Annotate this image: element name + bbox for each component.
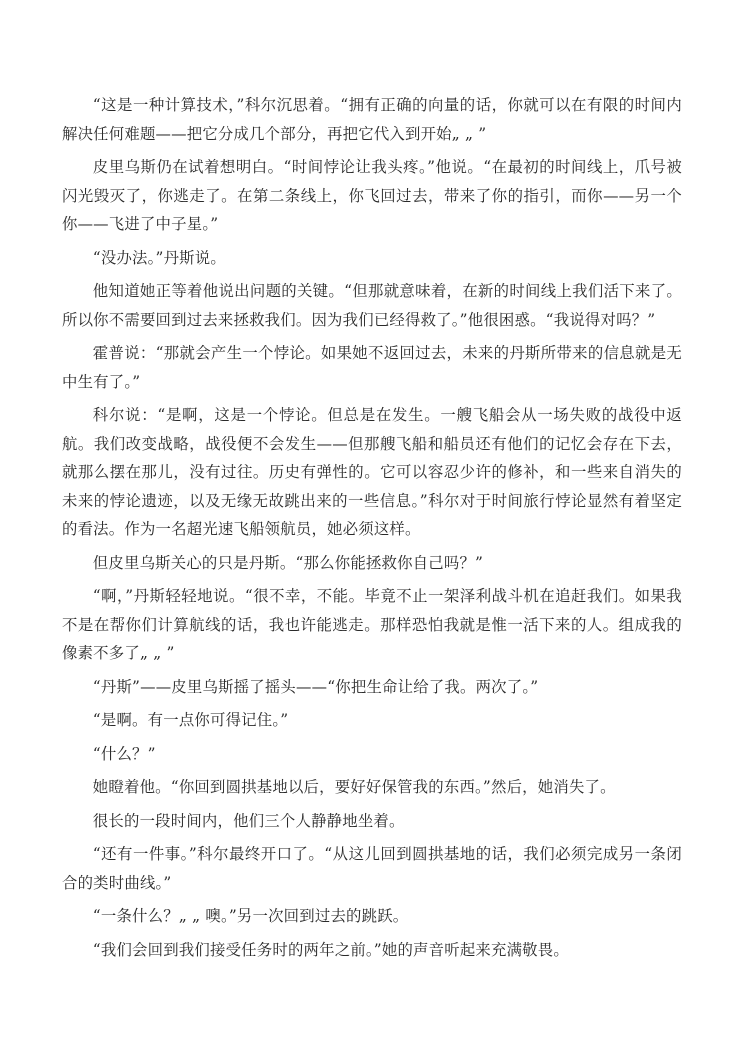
paragraph: 很长的一段时间内，他们三个人静静地坐着。 xyxy=(92,811,405,830)
paragraph: “还有一件事。”科尔最终开口了。“从这儿回到圆拱基地的话，我们必须完成另一条闭合的类时曲线。” xyxy=(62,845,682,892)
paragraph: 但皮里乌斯关心的只是丹斯。“那么你能拯救你自己吗？” xyxy=(92,553,484,572)
paragraph: 皮里乌斯仍在试着想明白。“时间悖论让我头疼。”他说。“在最初的时间线上，爪号被闪光毁灭了，你逃走了。在第二条线上，你飞回过去，带来了你的指引，而你——另一个你——飞进了中子星。” xyxy=(62,158,682,233)
paragraph: “啊，”丹斯轻轻地说。“很不幸，不能。毕竟不止一架泽利战斗机在追赶我们。如果我不是在帮你们计算航线的话，我也许能逃走。那样恐怕我就是惟一活下来的人。组成我的像素不多了„ „ ” xyxy=(62,587,682,662)
paragraph: 他知道她正等着他说出问题的关键。“但那就意味着，在新的时间线上我们活下来了。所以你不需要回到过去来拯救我们。因为我们已经得救了。”他很困惑。“我说得对吗？” xyxy=(62,282,682,329)
paragraph: 她瞪着他。“你回到圆拱基地以后，要好好保管我的东西。”然后，她消失了。 xyxy=(92,778,616,796)
paragraph: “丹斯”——皮里乌斯摇了摇头——“你把生命让给了我。两次了。” xyxy=(92,677,539,696)
paragraph: “一条什么？„ „ 噢。”另一次回到过去的跳跃。 xyxy=(92,907,409,925)
paragraph: 科尔说：“是啊，这是一个悖论。但总是在发生。一艘飞船会从一场失败的战役中返航。我们改变战略，战役便不会发生——但那艘飞船和船员还有他们的记忆会存在下去，就那么摆在那儿，没有过往。历史有弹性的。它可以容忍少许的修补，和一些来自消失的未来的悖论遗迹，以及无缘无故跳出来的一些信息。”科尔对于时间旅行悖论显然有着坚定的看法。作为一名超光速飞船领航员，她必须这样。 xyxy=(62,406,682,538)
paragraph: “没办法。”丹斯说。 xyxy=(92,248,226,267)
paragraph: “是啊。有一点你可得记住。” xyxy=(92,711,289,729)
paragraph: 霍普说：“那就会产生一个悖论。如果她不返回过去，未来的丹斯所带来的信息就是无中生有了。” xyxy=(62,344,682,391)
paragraph: “我们会回到我们接受任务时的两年之前。”她的声音听起来充满敬畏。 xyxy=(92,940,569,959)
paragraph: “这是一种计算技术，”科尔沉思着。“拥有正确的向量的话，你就可以在有限的时间内解决任何难题——把它分成几个部分，再把它代入到开始„ „ ” xyxy=(62,96,682,143)
body-text xyxy=(62,91,682,969)
paragraph: “什么？” xyxy=(92,744,156,763)
